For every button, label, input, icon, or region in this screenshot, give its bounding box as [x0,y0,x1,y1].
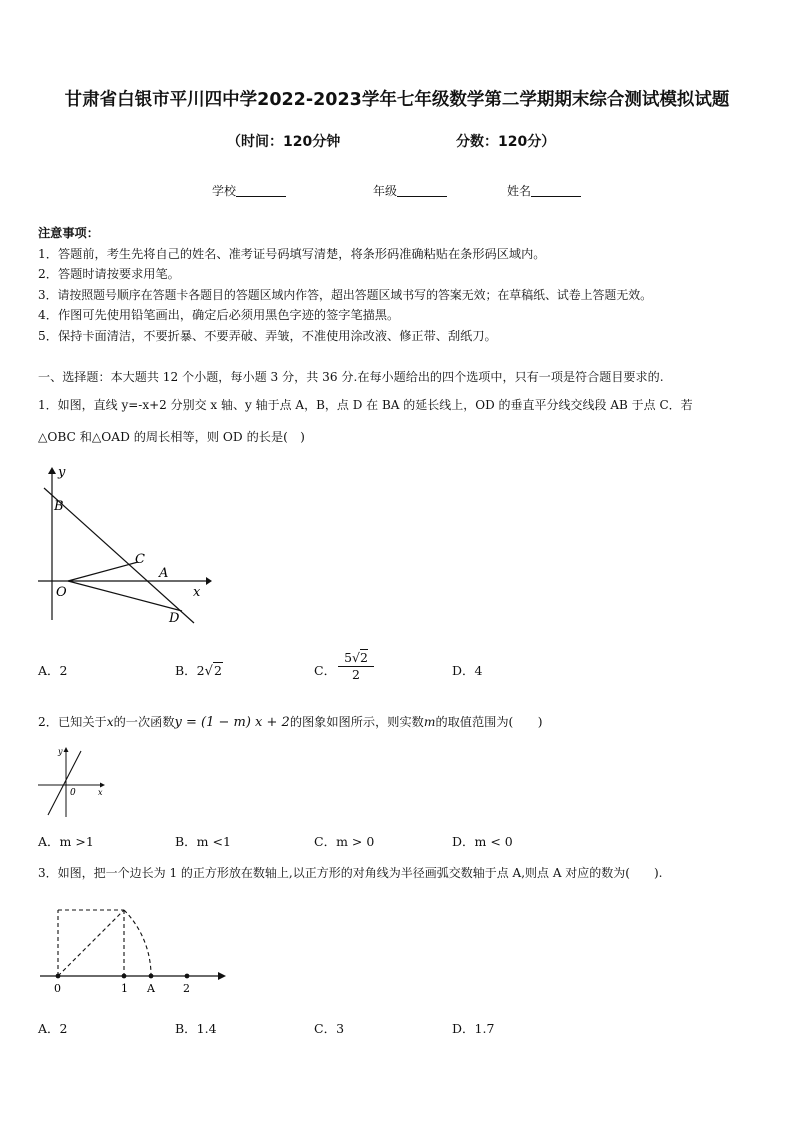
q3-text: 3．如图，把一个边长为 1 的正方形放在数轴上,以正方形的对角线为半径画弧交数轴于点 A,则点 A 对应的数为( ). [38,866,663,880]
q1-label-O: O [56,585,67,600]
note-item: 1．答题前，考生先将自己的姓名、准考证号码填写清楚，将条形码准确粘贴在条形码区域内。 [38,247,546,261]
q3-label-1: 1 [121,982,128,995]
note-item: 4．作图可先使用铅笔画出，确定后必须用黑色字迹的签字笔描黑。 [38,308,400,322]
q2-option-d[interactable]: D．m < 0 [452,834,513,849]
q2-var-m: m [423,715,436,729]
q2-end: 的取值范围为( ) [435,715,543,729]
exam-time: （时间：120分钟 [227,134,341,150]
q3-option-b[interactable]: B．1.4 [175,1021,217,1036]
q1-label-y: y [58,465,66,480]
q2-prefix: 2．已知关于 [38,715,107,729]
q2-label-x: x [98,788,103,797]
exam-score: 分数：120分） [456,134,556,150]
q1-option-c-fraction[interactable] [338,650,374,682]
q1-label-x: x [193,585,201,600]
q1-option-d[interactable]: D．4 [452,663,483,678]
q2-mid: 的一次函数 [113,715,175,729]
q2-var-x: x [106,715,114,729]
note-item: 5．保持卡面清洁，不要折暴、不要弄破、弄皱，不准使用涂改液、修正带、刮纸刀。 [38,329,497,343]
exam-title: 甘肃省白银市平川四中学2022-2023学年七年级数学第二学期期末综合测试模拟试题 [64,90,730,110]
q1-option-c-num: 5 [344,650,353,665]
q2-y-arrow [64,747,69,752]
q1-option-c-radicand: 2 [359,650,368,665]
grade-blank[interactable] [397,184,447,197]
q1-text-line2: △OBC 和△OAD 的周长相等，则 OD 的长是( ) [38,430,305,444]
q1-y-arrow [48,467,56,474]
q3-figure [34,900,234,996]
q3-diagonal [58,910,124,976]
grade-label: 年级 [373,184,398,198]
q1-segment-OD [68,581,182,611]
note-item: 3．请按照题号顺序在答题卡各题目的答题区域内作答，超出答题区域书写的答案无效；在草稿纸、试卷上答题无效。 [38,288,652,302]
q1-label-C: C [135,552,145,567]
q1-segment-OC [68,562,138,581]
q1-label-A: A [159,566,169,581]
q2-figure [34,743,114,819]
q2-suffix: 的图象如图所示，则实数 [289,715,424,729]
sqrt-icon: √ [352,650,360,665]
q3-point-0 [56,974,61,979]
q2-function-line [48,751,81,815]
school-label: 学校 [212,184,237,198]
name-label: 姓名 [507,184,532,198]
q1-option-a[interactable]: A．2 [38,663,68,678]
q2-option-c[interactable]: C．m > 0 [314,834,375,849]
name-field [507,182,581,199]
notes-heading: 注意事项： [38,226,99,240]
q3-label-0: 0 [54,982,61,995]
name-blank[interactable] [531,184,581,197]
q1-label-D: D [169,611,180,626]
q3-label-A: A [147,982,155,995]
q2-option-b[interactable]: B．m <1 [175,834,231,849]
q2-label-y: y [58,747,63,756]
q1-line-BD [44,488,194,623]
q3-label-2: 2 [183,982,190,995]
q3-arc [124,910,151,976]
q2-x-arrow [100,783,105,788]
q1-text-line1: 1．如图，直线 y=-x+2 分别交 x 轴、y 轴于点 A，B，点 D 在 BA 的延长线上，OD 的垂直平分线交线段 AB 于点 C．若 [38,398,693,412]
q1-option-b[interactable] [175,661,223,679]
q3-point-A [149,974,154,979]
q3-point-2 [185,974,190,979]
q1-option-c-denominator: 2 [352,667,360,682]
q1-label-B: B [54,499,64,514]
q2-option-a[interactable]: A．m >1 [38,834,94,849]
q1-figure [30,460,220,630]
q1-option-c-label[interactable]: C． [314,663,337,678]
school-blank[interactable] [236,184,286,197]
q3-option-c[interactable]: C．3 [314,1021,345,1036]
q3-option-d[interactable]: D．1.7 [452,1021,495,1036]
note-item: 2．答题时请按要求用笔。 [38,267,180,281]
q3-point-1 [122,974,127,979]
grade-field [373,182,447,199]
q1-option-c-numerator [338,650,374,667]
school-field [212,182,286,199]
q1-option-b-coef: B．2 [175,663,205,678]
q3-option-a[interactable]: A．2 [38,1021,68,1036]
q3-number-line-arrow [218,972,226,980]
q2-text [38,713,542,730]
q2-label-origin: 0 [70,788,76,798]
section-heading: 一、选择题：本大题共 12 个小题，每小题 3 分，共 36 分.在每小题给出的四个选项中，只有一项是符合题目要求的. [38,370,664,384]
sqrt-icon: √ [204,664,213,679]
q2-formula: y = (1 − m) x + 2 [174,715,290,730]
q1-x-arrow [206,577,212,585]
q1-option-b-radicand: 2 [213,663,222,678]
